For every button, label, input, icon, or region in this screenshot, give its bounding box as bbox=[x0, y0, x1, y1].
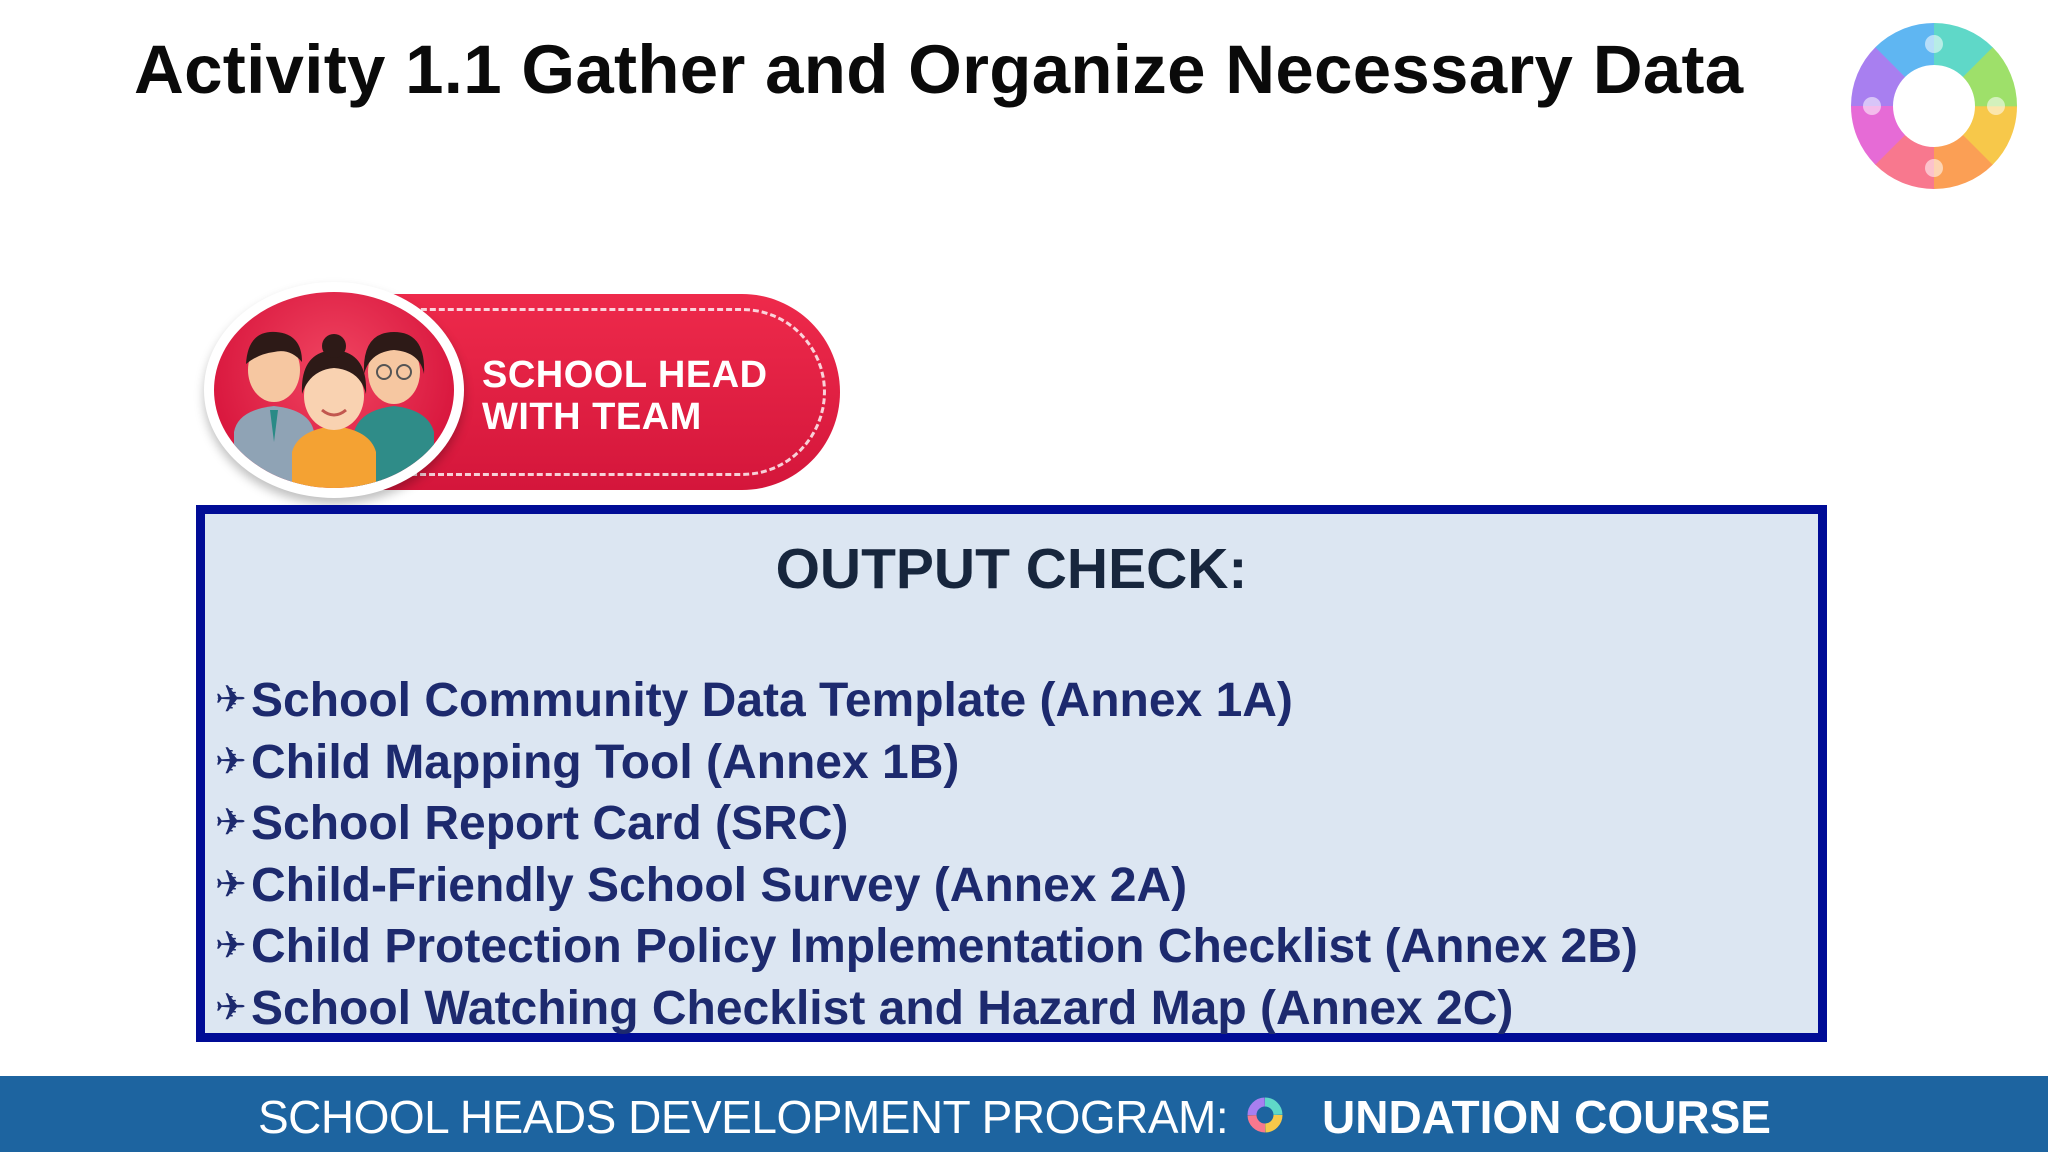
list-item bbox=[215, 916, 1638, 978]
list-item bbox=[215, 732, 1638, 794]
airplane-bullet-icon: ✈ bbox=[215, 863, 247, 906]
footer-course-title: UNDATION COURSE bbox=[1322, 1091, 1771, 1143]
list-item-text: School Report Card (SRC) bbox=[251, 797, 849, 850]
footer-banner bbox=[0, 1076, 2048, 1152]
footer-puzzle-logo-icon bbox=[1246, 1096, 1284, 1134]
badge-label-line1: SCHOOL HEAD bbox=[482, 354, 768, 396]
output-check-box bbox=[196, 505, 1827, 1042]
badge-label bbox=[482, 354, 768, 438]
list-item bbox=[215, 793, 1638, 855]
output-check-heading: OUTPUT CHECK: bbox=[775, 537, 1248, 601]
school-head-with-team-badge bbox=[204, 282, 840, 502]
list-item bbox=[215, 670, 1638, 732]
airplane-bullet-icon: ✈ bbox=[215, 740, 247, 783]
slide-title: Activity 1.1 Gather and Organize Necessary Data bbox=[134, 31, 1744, 108]
airplane-bullet-icon: ✈ bbox=[215, 679, 247, 721]
list-item-text: Child Mapping Tool (Annex 1B) bbox=[251, 735, 960, 789]
output-check-list bbox=[215, 670, 1638, 1039]
list-item-text: School Watching Checklist and Hazard Map (Annex 2C) bbox=[251, 981, 1514, 1035]
badge-avatar-circle bbox=[204, 282, 464, 498]
list-item bbox=[215, 978, 1638, 1040]
puzzle-ring-logo-icon bbox=[1846, 18, 2022, 194]
list-item-text: Child-Friendly School Survey (Annex 2A) bbox=[251, 858, 1188, 912]
airplane-bullet-icon: ✈ bbox=[215, 925, 247, 967]
list-item bbox=[215, 855, 1638, 917]
list-item-text: Child Protection Policy Implementation Checklist (Annex 2B) bbox=[251, 920, 1638, 973]
badge-label-line2: WITH TEAM bbox=[482, 396, 702, 438]
team-people-icon bbox=[214, 292, 454, 488]
footer-program-title: SCHOOL HEADS DEVELOPMENT PROGRAM: bbox=[258, 1091, 1229, 1143]
airplane-bullet-icon: ✈ bbox=[215, 802, 247, 844]
airplane-bullet-icon: ✈ bbox=[215, 986, 247, 1029]
list-item-text: School Community Data Template (Annex 1A) bbox=[251, 674, 1293, 727]
